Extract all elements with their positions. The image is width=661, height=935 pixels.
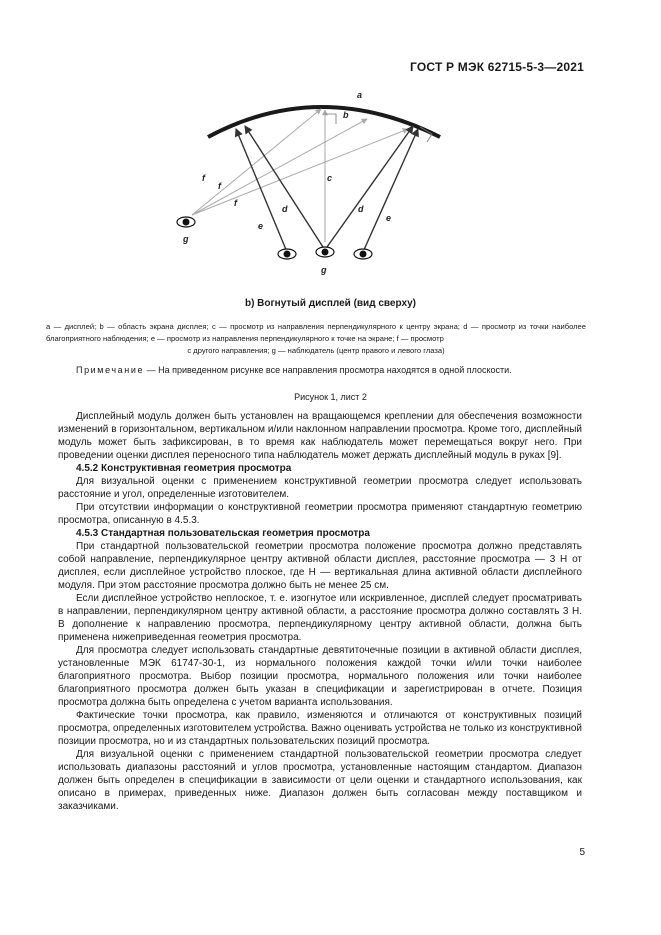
legend-last: с другого направления; g — наблюдатель (центр правого и левого глаза) xyxy=(187,346,445,355)
ray-e-right xyxy=(363,129,418,252)
section-heading-4-5-2: 4.5.2 Конструктивная геометрия просмотра xyxy=(76,463,292,474)
right-angle-center xyxy=(325,114,336,124)
figure-legend xyxy=(46,321,586,357)
label-c: c xyxy=(327,173,333,183)
label-e-left: e xyxy=(258,221,264,231)
label-e-right: e xyxy=(386,213,392,223)
eye-bottom-3 xyxy=(354,249,372,259)
paragraph: Фактические точки просмотра, как правило, изменяются и отличаются от конструктивных позиций просмотра, определенных изготовителем устройства. Важно оценивать устройства не только из конструктивной позиции просмотра, но и из стандартных пользовательских позиций просмотра. xyxy=(58,710,582,747)
label-g-left: g xyxy=(183,234,189,244)
eye-left-group xyxy=(177,217,195,227)
ray-f-1 xyxy=(192,109,321,215)
note-text: — На приведенном рисунке все направления просмотра находятся в одной плоскости. xyxy=(144,365,512,375)
label-a: a xyxy=(357,90,363,100)
paragraph: При стандартной пользовательской геометрии просмотра положение просмотра должно представлять собой направление, перпендикулярное центру активной области дисплея, расстояние просмотра — 3 H от дисплея, если дисплейное устройство плоское, где H — вертикальная длина активной области дисплейного модуля. При этом расстояние просмотра должно быть не менее 25 см. xyxy=(58,541,582,591)
figure-caption: b) Вогнутый дисплей (вид сверху) xyxy=(244,298,417,309)
label-f-2: f xyxy=(218,181,221,191)
paragraph: При отсутствии информации о конструктивной геометрии просмотра применяют стандартную геометрию просмотра, описанную в 4.5.3. xyxy=(58,502,582,526)
paragraph: Для визуальной оценки с применением конструктивной геометрии просмотра следует использовать расстояние и угол, определенные изготовителем. xyxy=(58,476,582,500)
legend-main: а — дисплей; b — область экрана дисплея; с — просмотр из направления перпендикулярного к центру экрана; d — просмотр из точки наиболее благоприятного наблюдения; е — просмотр из направления перпендикулярного к точке на экране; f — просмотр xyxy=(46,322,586,343)
body-text xyxy=(58,410,582,813)
figure-note xyxy=(76,365,512,375)
section-heading-4-5-3: 4.5.3 Стандартная пользовательская геометрия просмотра xyxy=(76,528,370,539)
label-b: b xyxy=(343,110,349,120)
eye-bottom-2 xyxy=(316,247,334,257)
label-g-bottom: g xyxy=(321,265,327,275)
label-f-3: f xyxy=(234,198,237,208)
label-d-right: d xyxy=(358,204,364,214)
paragraph: Если дисплейное устройство неплоское, т. е. изогнутое или искривленное, дисплей следует просматривать в направлении, перпендикулярном центру активной области, а расстояние просмотра должно составлять 3 H. В дополнение к направлению просмотра, перпендикулярному центру активной области, должна быть применена нижеприведенная геометрия просмотра. xyxy=(58,593,582,643)
label-d-left: d xyxy=(282,204,288,214)
ray-d-left xyxy=(245,126,323,247)
paragraph: Дисплейный модуль должен быть установлен на вращающемся креплении для обеспечения возможности изменений в горизонтальном, вертикальном и/или наклонном направлении просмотра. Кроме того, дисплейный модуль может быть зафиксирован, в то время как наблюдатель может перемещаться вокруг него. При проведении оценки дисплея переносного типа наблюдатель может держать дисплейный модуль в руках [9]. xyxy=(58,411,582,461)
figure-title: Рисунок 1, лист 2 xyxy=(294,392,367,402)
display-arc xyxy=(208,107,440,137)
ray-f-3 xyxy=(192,129,408,215)
ray-e-left xyxy=(236,129,287,252)
paragraph: Для визуальной оценки с применением стандартной пользовательской геометрии просмотра следует использовать диапазоны расстояний и углов просмотра, установленные настоящим стандартом. Диапазон должен быть определен в спецификации в зависимости от цели оценки и стандартного использования, как описано в примерах, приведенных ниже. Диапазон должен быть согласован между поставщиком и заказчиками. xyxy=(58,749,582,812)
page-number: 5 xyxy=(579,847,585,858)
document-header: ГОСТ Р МЭК 62715-5-3—2021 xyxy=(410,60,584,74)
label-f-1: f xyxy=(202,173,205,183)
eye-bottom-1 xyxy=(278,249,296,259)
paragraph: Для просмотра следует использовать стандартные девятиточечные позиции в активной области дисплея, установленные МЭК 61747-30-1, из нормального положения каждой точки и/или точки наиболее благоприятного просмотра. Выбор позиции просмотра, нормального положения или точки наиболее благоприятного просмотра должен быть указан в спецификации и зарегистрирован в отчете. Позиция просмотра должна быть определена с учетом варианта использования. xyxy=(58,645,582,708)
concave-display-diagram xyxy=(150,82,450,292)
note-label: Примечание xyxy=(76,365,145,375)
